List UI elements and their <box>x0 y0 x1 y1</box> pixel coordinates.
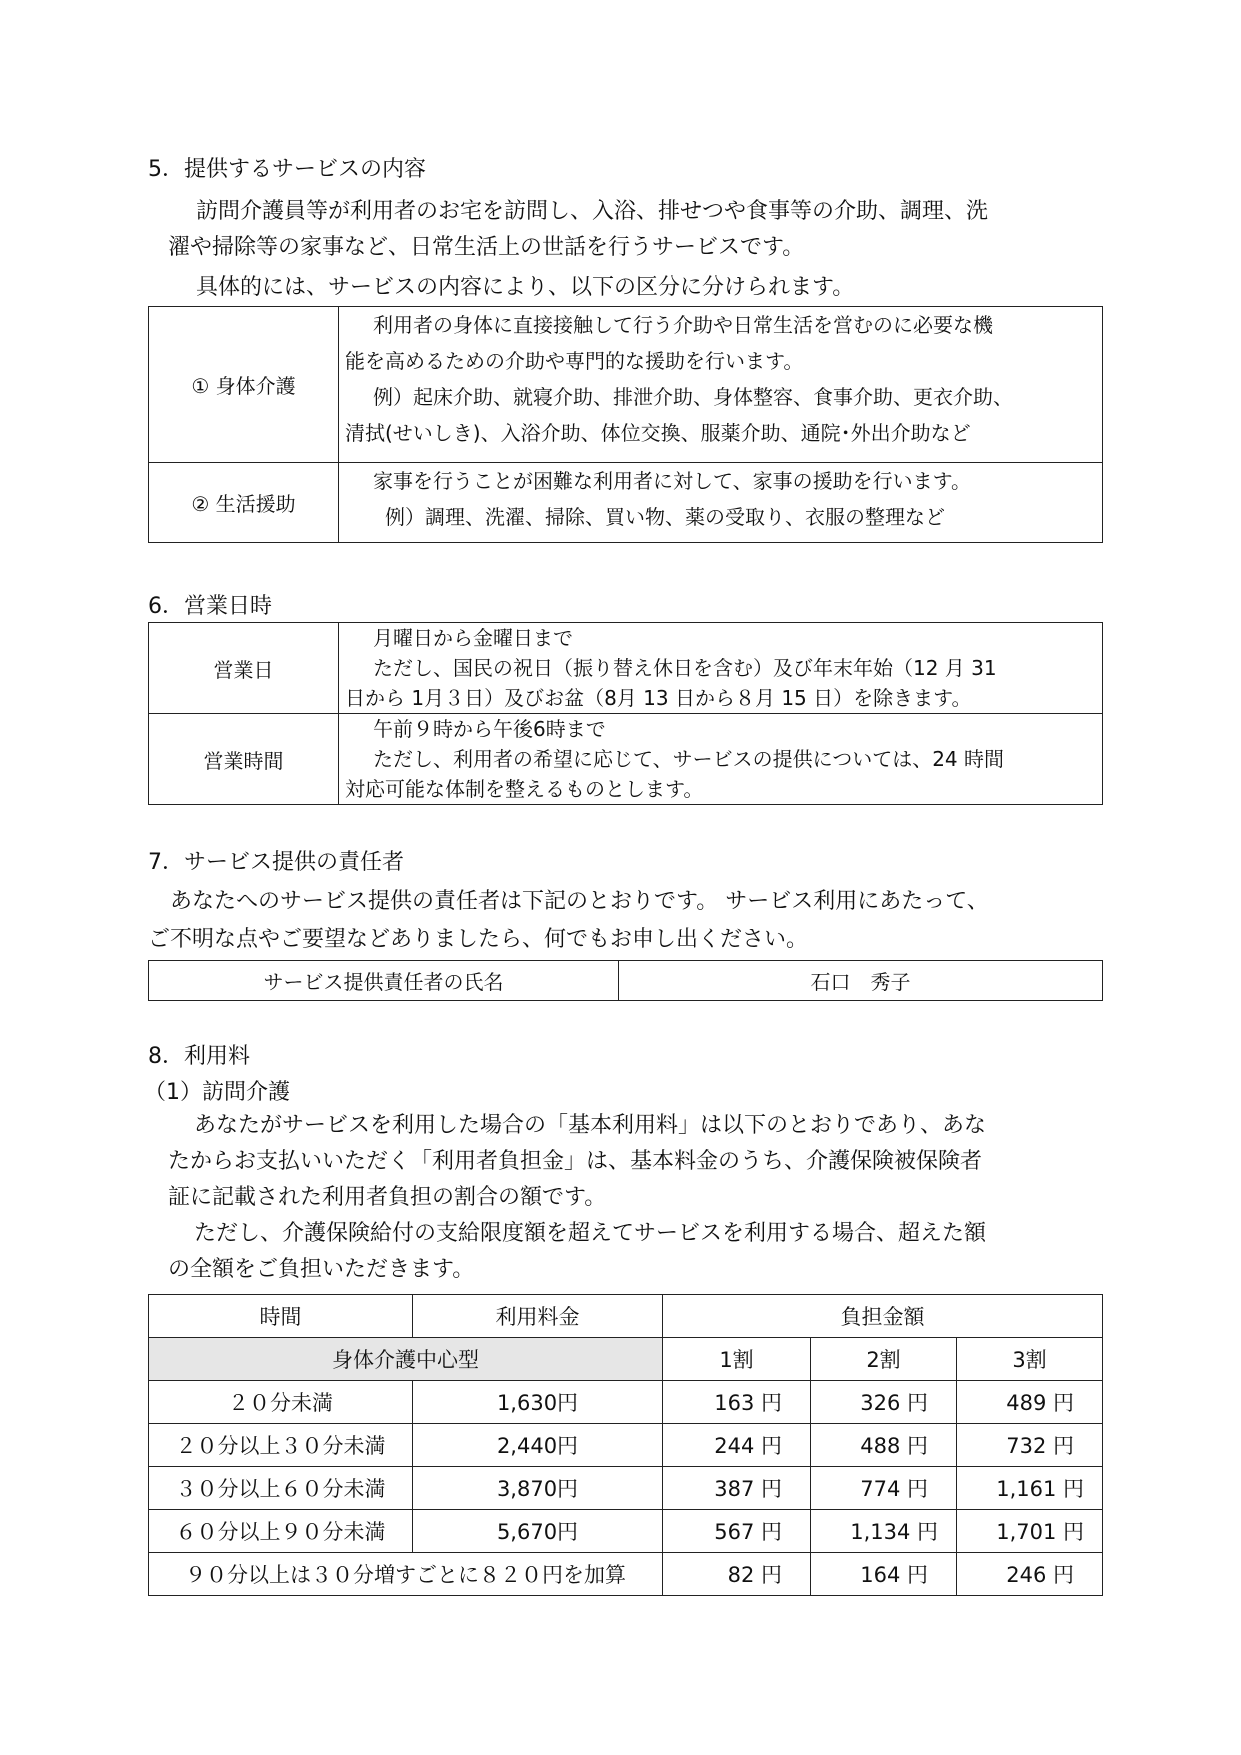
section5-para-line-3: 具体的には、サービスの内容により、以下の区分に分けられます。 <box>196 275 855 300</box>
cell-time: ６０分以上９０分未満 <box>149 1510 413 1553</box>
responsible-person-label: サービス提供責任者の氏名 <box>149 961 619 1001</box>
cell-time: ２０分未満 <box>149 1381 413 1424</box>
business-days-label: 営業日 <box>149 623 339 714</box>
table-row <box>149 623 1103 714</box>
section5-para-line-2: 濯や掃除等の家事など、日常生活上の世話を行うサービスです。 <box>168 235 805 260</box>
table-row <box>149 1467 1103 1510</box>
header-fee: 利用料金 <box>413 1295 663 1338</box>
cell-ratio-1: 567 円 <box>663 1510 811 1553</box>
cell-ratio-2: 326 円 <box>811 1381 957 1424</box>
fee-header-row <box>149 1295 1103 1338</box>
cell-ratio-3: 732 円 <box>957 1424 1103 1467</box>
responsible-person-name: 石口 秀子 <box>619 961 1103 1001</box>
business-days-desc: 月曜日から金曜日まで ただし、国民の祝日（振り替え休日を含む）及び年末年始（12 月 31 日から 1月３日）及びお盆（8月 13 日から８月 15 日）を除きます。 <box>339 623 1103 714</box>
cell-additional-rule: ９０分以上は３０分増すごとに８２０円を加算 <box>149 1553 663 1596</box>
section8-para-line-4: ただし、介護保険給付の支給限度額を超えてサービスを利用する場合、超えた額 <box>194 1221 987 1246</box>
service-label-life-support: ② 生活援助 <box>149 463 339 543</box>
header-burden: 負担金額 <box>663 1295 1103 1338</box>
cell-ratio-3: 1,161 円 <box>957 1467 1103 1510</box>
cell-ratio-2: 774 円 <box>811 1467 957 1510</box>
table-row <box>149 1381 1103 1424</box>
section8-para-line-3: 証に記載された利用者負担の割合の額です。 <box>168 1185 607 1210</box>
business-hours-label: 営業時間 <box>149 714 339 805</box>
section8-para-line-5: の全額をご負担いただきます。 <box>168 1257 475 1282</box>
business-hours-table <box>148 622 1103 805</box>
cell-ratio-2: 164 円 <box>811 1553 957 1596</box>
table-row <box>149 714 1103 805</box>
service-desc-life-support: 家事を行うことが困難な利用者に対して、家事の援助を行います。 例）調理、洗濯、掃除、買い物、薬の受取り、衣服の整理など <box>339 463 1103 543</box>
section7-para-line-2: ご不明な点やご要望などありましたら、何でもお申し出ください。 <box>148 927 809 952</box>
header-time: 時間 <box>149 1295 413 1338</box>
cell-ratio-3: 489 円 <box>957 1381 1103 1424</box>
fee-table <box>148 1294 1103 1596</box>
table-row <box>149 961 1103 1001</box>
section8-para-line-1: あなたがサービスを利用した場合の「基本利用料」は以下のとおりであり、あな <box>194 1113 987 1138</box>
fee-subheader-row <box>149 1338 1103 1381</box>
cell-time: ３０分以上６０分未満 <box>149 1467 413 1510</box>
service-desc-physical-care: 利用者の身体に直接接触して行う介助や日常生活を営むのに必要な機 能を高めるための介助や専門的な援助を行います。 例）起床介助、就寝介助、排泄介助、身体整容、食事介助、更衣介助、 清拭(せいしき)、入浴介助、体位交換、服薬介助、通院･外出介助など <box>339 307 1103 463</box>
ratio-2: 2割 <box>811 1338 957 1381</box>
section6-heading: 6．営業日時 <box>148 594 272 619</box>
cell-ratio-3: 1,701 円 <box>957 1510 1103 1553</box>
ratio-3: 3割 <box>957 1338 1103 1381</box>
cell-ratio-1: 82 円 <box>663 1553 811 1596</box>
cell-ratio-1: 163 円 <box>663 1381 811 1424</box>
table-row <box>149 1424 1103 1467</box>
cell-ratio-1: 387 円 <box>663 1467 811 1510</box>
cell-fee: 5,670円 <box>413 1510 663 1553</box>
cell-ratio-2: 1,134 円 <box>811 1510 957 1553</box>
cell-fee: 1,630円 <box>413 1381 663 1424</box>
cell-ratio-3: 246 円 <box>957 1553 1103 1596</box>
category-physical-care: 身体介護中心型 <box>149 1338 663 1381</box>
section8-para-line-2: たからお支払いいただく「利用者負担金」は、基本料金のうち、介護保険被保険者 <box>168 1149 983 1174</box>
section8-subheading: （1）訪問介護 <box>144 1080 290 1105</box>
service-label-physical-care: ① 身体介護 <box>149 307 339 463</box>
cell-fee: 2,440円 <box>413 1424 663 1467</box>
responsible-person-table <box>148 960 1103 1001</box>
section8-heading: 8．利用料 <box>148 1044 250 1069</box>
cell-time: ２０分以上３０分未満 <box>149 1424 413 1467</box>
table-row <box>149 1553 1103 1596</box>
section7-heading: 7．サービス提供の責任者 <box>148 850 404 875</box>
section5-heading: 5．提供するサービスの内容 <box>148 157 426 182</box>
service-content-table <box>148 306 1103 543</box>
ratio-1: 1割 <box>663 1338 811 1381</box>
table-row <box>149 1510 1103 1553</box>
cell-ratio-1: 244 円 <box>663 1424 811 1467</box>
cell-ratio-2: 488 円 <box>811 1424 957 1467</box>
table-row <box>149 463 1103 543</box>
cell-fee: 3,870円 <box>413 1467 663 1510</box>
table-row <box>149 307 1103 463</box>
business-hours-desc: 午前９時から午後6時まで ただし、利用者の希望に応じて、サービスの提供については、24 時間 対応可能な体制を整えるものとします。 <box>339 714 1103 805</box>
section5-para-line-1: 訪問介護員等が利用者のお宅を訪問し、入浴、排せつや食事等の介助、調理、洗 <box>196 199 989 224</box>
section7-para-line-1: あなたへのサービス提供の責任者は下記のとおりです。 サービス利用にあたって、 <box>170 889 989 914</box>
